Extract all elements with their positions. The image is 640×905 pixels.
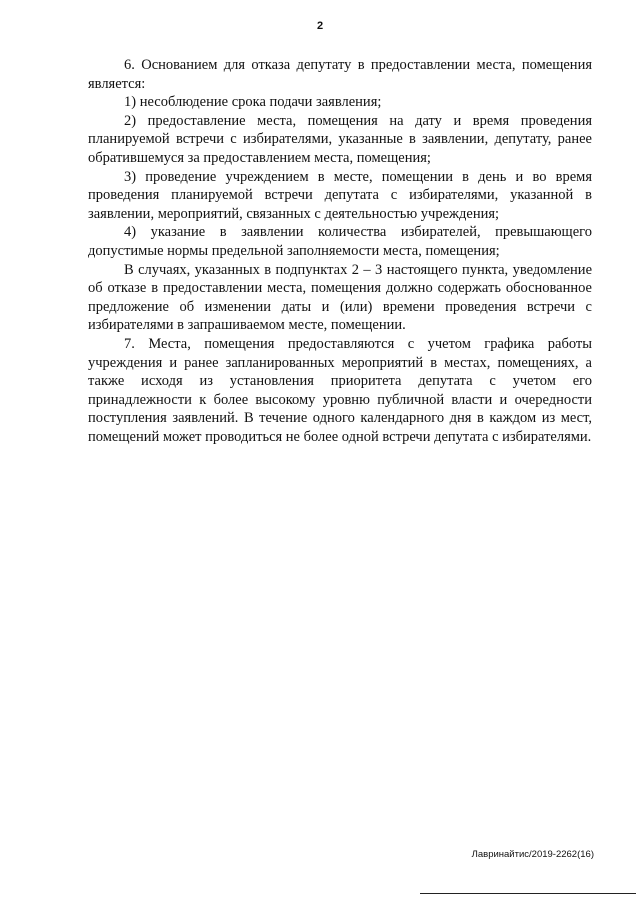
- footer-divider: [420, 893, 636, 894]
- page-number: 2: [316, 20, 324, 32]
- document-body: [88, 56, 592, 446]
- list-item-3: 3) проведение учреждением в месте, помещении в день и во время проведения планируемой встречи депутата с избирателями, указанной в заявлении, мероприятий, связанных с деятельностью учреждения;: [88, 168, 592, 222]
- paragraph-7: 7. Места, помещения предоставляются с учетом графика работы учреждения и ранее запланированных мероприятий в местах, помещениях, а также исходя из установления приоритета депутата с учетом его принадлежности к более высокому уровню публичной власти и очередности поступления заявлений. В течение одного календарного дня в каждом из мест, помещений может проводиться не более одной встречи депутата с избирателями.: [88, 335, 592, 445]
- refusal-notice-paragraph: В случаях, указанных в подпунктах 2 – 3 настоящего пункта, уведомление об отказе в предоставлении места, помещения должно содержать обоснованное предложение об изменении даты и (или) времени проведения встречи с избирателями в запрашиваемом месте, помещении.: [88, 261, 592, 334]
- list-item-2: 2) предоставление места, помещения на дату и время проведения планируемой встречи с избирателями, указанные в заявлении, депутату, ранее обратившемуся за предоставлением места, помещения;: [88, 112, 592, 166]
- document-code: Лавринайтис/2019-2262(16): [471, 849, 594, 860]
- list-item-4: 4) указание в заявлении количества избирателей, превышающего допустимые нормы предельной заполняемости места, помещения;: [88, 224, 592, 259]
- list-item-1: 1) несоблюдение срока подачи заявления;: [124, 94, 382, 111]
- paragraph-6-heading: 6. Основанием для отказа депутату в предоставлении места, помещения является:: [88, 57, 592, 92]
